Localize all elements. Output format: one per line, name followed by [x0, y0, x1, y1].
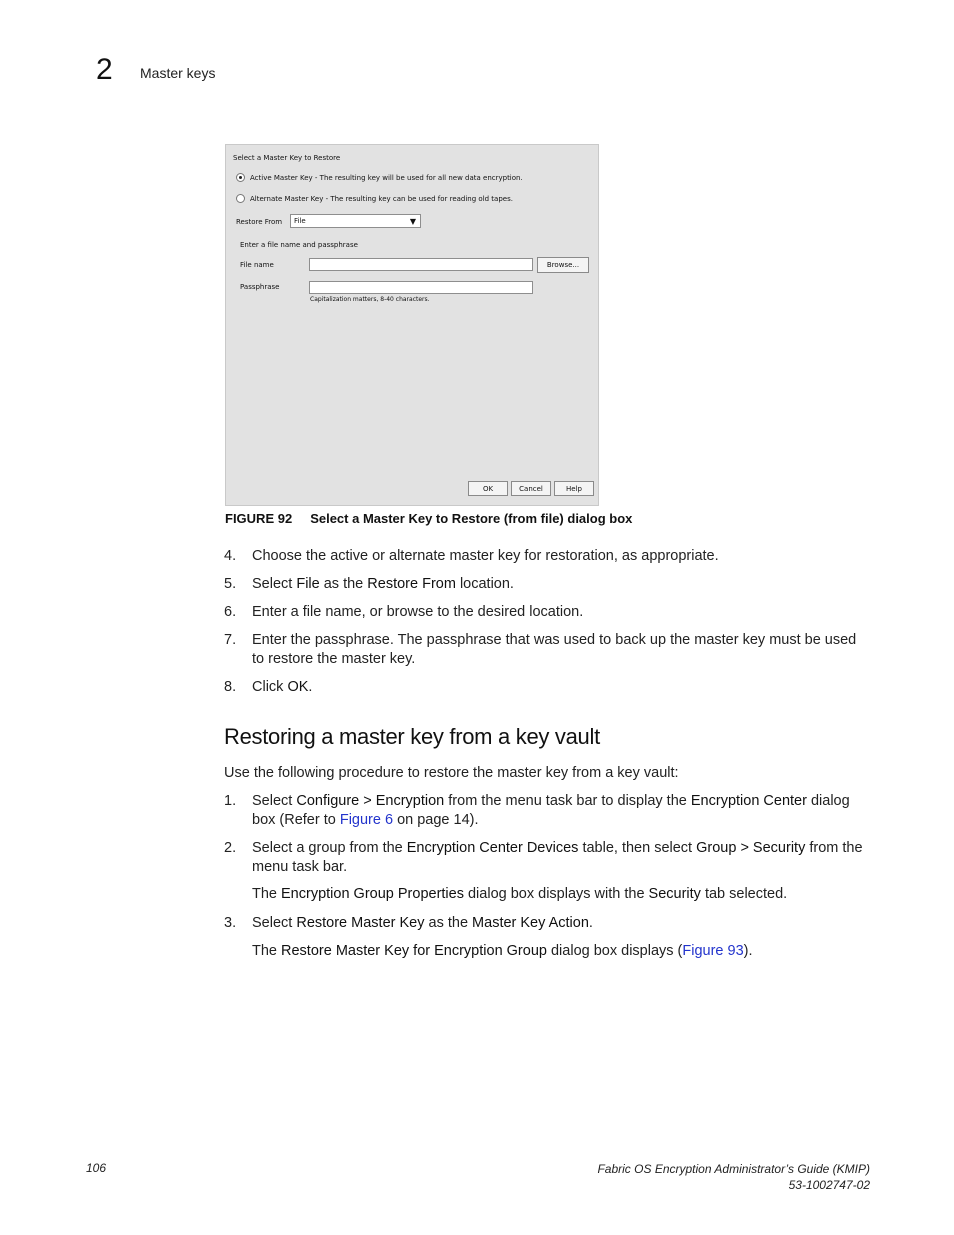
step-text-part: table, then select	[578, 840, 697, 856]
ui-term: Configure > Encryption	[296, 793, 445, 809]
radio-active-master-key[interactable]	[236, 173, 523, 182]
step-text-part: dialog box (Refer to	[252, 793, 850, 828]
step-text	[252, 631, 872, 669]
cancel-button[interactable]: Cancel	[511, 481, 551, 496]
ui-term: Encryption Center	[690, 793, 807, 809]
dialog-heading: Select a Master Key to Restore	[233, 154, 341, 162]
step-text-part: from the menu task bar to display the	[444, 793, 691, 809]
ui-term: Restore Master Key	[296, 915, 425, 931]
step-text-part: .	[308, 679, 313, 695]
ui-term: Restore Master Key for Encryption Group	[281, 943, 547, 959]
radio-alternate-label: Alternate Master Key - The resulting key can be used for reading old tapes.	[250, 194, 513, 203]
ui-term: Encryption Center Devices	[406, 840, 579, 856]
ui-term: File	[296, 576, 320, 592]
step-text-part: The	[252, 943, 282, 959]
step-text	[252, 839, 872, 877]
restore-from-value: File	[294, 217, 306, 225]
step-text-part: location.	[455, 576, 514, 592]
browse-button[interactable]: Browse...	[537, 257, 589, 273]
passphrase-input[interactable]	[309, 281, 533, 294]
step-text	[252, 885, 872, 904]
figure-label: FIGURE 92	[225, 511, 293, 526]
ui-term: OK	[287, 679, 309, 695]
step-text-part: The	[252, 886, 282, 902]
restore-master-key-dialog	[225, 144, 599, 506]
ok-button[interactable]: OK	[468, 481, 508, 496]
footer-doc-info	[597, 1161, 870, 1193]
figure-link[interactable]: Figure 93	[682, 943, 744, 959]
step-text-part: dialog box displays (	[546, 943, 683, 959]
radio-selected-dot	[239, 176, 242, 179]
ui-term: Group > Security	[696, 840, 806, 856]
doc-number: 53-1002747-02	[788, 1178, 870, 1192]
dropdown-arrow-icon: ▼	[409, 217, 416, 226]
step-text-part: Click	[252, 679, 288, 695]
section-intro: Use the following procedure to restore the master key from a key vault:	[224, 765, 679, 781]
ui-term: Master Key Action	[472, 915, 589, 931]
step-text-part: from the menu task bar.	[252, 840, 863, 875]
file-section-label: Enter a file name and passphrase	[240, 241, 358, 249]
doc-title: Fabric OS Encryption Administrator’s Guide (KMIP)	[597, 1162, 870, 1176]
step-text-part: Enter the passphrase. The passphrase that was used to back up the master key must be used to restore the master key.	[252, 632, 857, 667]
figure-caption	[225, 511, 632, 526]
step-text-part: tab selected.	[700, 886, 788, 902]
step-text-part: as the	[424, 915, 473, 931]
step-text	[252, 603, 872, 622]
step-text	[252, 792, 872, 830]
passphrase-label: Passphrase	[240, 283, 280, 291]
step-text	[252, 575, 872, 594]
page-number: 106	[86, 1161, 107, 1175]
step-number: 4.	[224, 548, 237, 564]
restore-from-select[interactable]	[290, 214, 421, 228]
radio-button-icon[interactable]	[236, 194, 245, 203]
radio-button-icon[interactable]	[236, 173, 245, 182]
step-text	[252, 914, 872, 933]
step-text	[252, 678, 872, 697]
ui-term: Encryption Group Properties	[281, 886, 464, 902]
step-text-part: as the	[319, 576, 368, 592]
step-text-part: Select a group from the	[252, 840, 407, 856]
section-heading: Restoring a master key from a key vault	[224, 724, 600, 749]
restore-from-label: Restore From	[236, 218, 283, 226]
radio-alternate-master-key[interactable]	[236, 194, 513, 203]
help-button[interactable]: Help	[554, 481, 594, 496]
step-number: 5.	[224, 576, 237, 592]
file-name-label: File name	[240, 261, 274, 269]
ui-term: Restore From	[367, 576, 456, 592]
step-text-part: Choose the active or alternate master key for restoration, as appropriate.	[252, 548, 719, 564]
step-text-part: dialog box displays with the	[463, 886, 649, 902]
step-number: 7.	[224, 632, 237, 648]
radio-active-label: Active Master Key - The resulting key will be used for all new data encryption.	[250, 173, 523, 182]
step-number: 2.	[224, 840, 237, 856]
step-number: 3.	[224, 915, 237, 931]
chapter-number: 2	[96, 53, 113, 86]
chapter-title: Master keys	[140, 65, 216, 81]
step-text-part: Select	[252, 576, 297, 592]
passphrase-hint: Capitalization matters, 8-40 characters.	[310, 296, 430, 303]
ui-term: Security	[648, 886, 701, 902]
figure-link[interactable]: Figure 6	[339, 812, 394, 828]
step-text-part: Select	[252, 915, 297, 931]
step-number: 1.	[224, 793, 237, 809]
step-text-part: Select	[252, 793, 297, 809]
step-text	[252, 942, 872, 961]
step-text-part: Enter a file name, or browse to the desired location.	[252, 604, 584, 620]
step-number: 8.	[224, 679, 237, 695]
step-text-part: on page 14).	[393, 812, 479, 828]
step-text-part: ).	[743, 943, 753, 959]
step-number: 6.	[224, 604, 237, 620]
figure-caption-text: Select a Master Key to Restore (from file) dialog box	[310, 511, 633, 526]
step-text	[252, 547, 872, 566]
step-text-part: .	[588, 915, 593, 931]
file-name-input[interactable]	[309, 258, 533, 271]
